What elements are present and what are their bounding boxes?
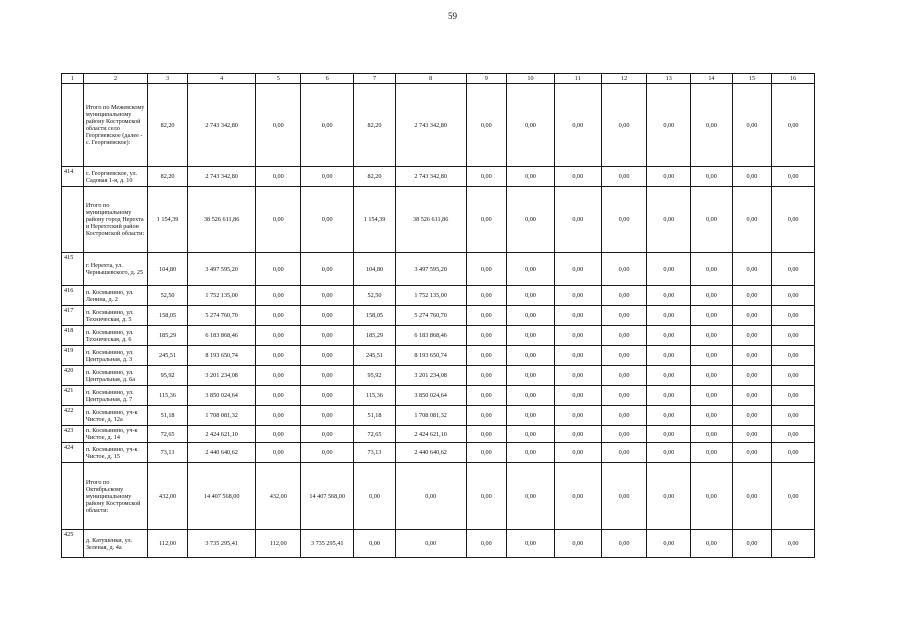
value-cell: 0,00 [354, 463, 396, 530]
address-cell: п. Космынино, ул. Центральная, д. 7 [83, 386, 147, 406]
table-row [62, 443, 815, 463]
table-row [62, 167, 815, 187]
address-cell: п. Космынино, уч-к Чистое, д. 15 [83, 443, 147, 463]
value-cell: 0,00 [691, 426, 733, 443]
housing-program-table [61, 73, 815, 558]
value-cell: 52,50 [354, 286, 396, 306]
value-cell: 0,00 [732, 346, 772, 366]
value-cell: 0,00 [507, 386, 555, 406]
row-number-cell: 423 [62, 426, 84, 443]
value-cell: 0,00 [301, 187, 354, 253]
value-cell: 0,00 [691, 306, 733, 326]
header-cell: 4 [187, 74, 256, 84]
page-number: 59 [448, 11, 457, 21]
value-cell: 5 274 760,70 [395, 306, 466, 326]
value-cell: 0,00 [772, 406, 815, 426]
value-cell: 185,29 [148, 326, 188, 346]
value-cell: 0,00 [732, 306, 772, 326]
value-cell: 0,00 [256, 443, 301, 463]
value-cell: 51,18 [354, 406, 396, 426]
value-cell: 0,00 [732, 187, 772, 253]
value-cell: 2 440 640,62 [395, 443, 466, 463]
value-cell: 0,00 [647, 167, 691, 187]
value-cell: 2 424 621,10 [395, 426, 466, 443]
value-cell: 0,00 [647, 253, 691, 286]
value-cell: 0,00 [601, 167, 647, 187]
header-cell: 13 [647, 74, 691, 84]
row-number-cell: 416 [62, 286, 84, 306]
row-number-cell: 415 [62, 253, 84, 286]
value-cell: 6 183 868,46 [395, 326, 466, 346]
value-cell: 0,00 [691, 530, 733, 558]
column-number-header-row [62, 74, 815, 84]
value-cell: 1 752 135,00 [395, 286, 466, 306]
value-cell: 0,00 [301, 253, 354, 286]
value-cell: 0,00 [601, 530, 647, 558]
table-row [62, 326, 815, 346]
value-cell: 0,00 [554, 286, 601, 306]
value-cell: 0,00 [691, 443, 733, 463]
value-cell: 0,00 [772, 253, 815, 286]
value-cell: 0,00 [601, 84, 647, 167]
table-row [62, 286, 815, 306]
value-cell: 0,00 [554, 406, 601, 426]
value-cell: 0,00 [256, 84, 301, 167]
value-cell: 8 193 650,74 [187, 346, 256, 366]
value-cell: 0,00 [691, 167, 733, 187]
value-cell: 0,00 [554, 167, 601, 187]
value-cell: 0,00 [647, 443, 691, 463]
value-cell: 0,00 [301, 366, 354, 386]
header-cell: 2 [83, 74, 147, 84]
value-cell: 432,00 [256, 463, 301, 530]
value-cell: 0,00 [691, 406, 733, 426]
value-cell: 0,00 [395, 463, 466, 530]
value-cell: 0,00 [732, 406, 772, 426]
value-cell: 0,00 [772, 326, 815, 346]
header-cell: 12 [601, 74, 647, 84]
header-cell: 10 [507, 74, 555, 84]
value-cell: 0,00 [466, 187, 507, 253]
value-cell: 0,00 [772, 443, 815, 463]
value-cell: 0,00 [554, 426, 601, 443]
table-row [62, 366, 815, 386]
value-cell: 0,00 [354, 530, 396, 558]
value-cell: 0,00 [772, 386, 815, 406]
table-body [62, 84, 815, 558]
value-cell: 0,00 [732, 366, 772, 386]
value-cell: 52,50 [148, 286, 188, 306]
value-cell: 0,00 [507, 84, 555, 167]
value-cell: 0,00 [466, 426, 507, 443]
value-cell: 3 497 595,20 [187, 253, 256, 286]
value-cell: 0,00 [256, 187, 301, 253]
value-cell: 8 193 650,74 [395, 346, 466, 366]
value-cell: 0,00 [256, 286, 301, 306]
value-cell: 0,00 [601, 406, 647, 426]
value-cell: 0,00 [601, 326, 647, 346]
value-cell: 0,00 [256, 346, 301, 366]
value-cell: 0,00 [466, 253, 507, 286]
table-row [62, 530, 815, 558]
value-cell: 3 850 024,64 [187, 386, 256, 406]
value-cell: 0,00 [647, 346, 691, 366]
value-cell: 0,00 [772, 426, 815, 443]
value-cell: 0,00 [732, 426, 772, 443]
header-cell: 16 [772, 74, 815, 84]
value-cell: 0,00 [647, 530, 691, 558]
value-cell: 0,00 [601, 366, 647, 386]
header-cell: 6 [301, 74, 354, 84]
value-cell: 104,80 [354, 253, 396, 286]
address-cell: п. Космынино, уч-к Чистое, д. 14 [83, 426, 147, 443]
value-cell: 0,00 [601, 426, 647, 443]
value-cell: 72,65 [354, 426, 396, 443]
value-cell: 0,00 [395, 530, 466, 558]
value-cell: 0,00 [507, 306, 555, 326]
value-cell: 0,00 [554, 386, 601, 406]
value-cell: 0,00 [507, 326, 555, 346]
value-cell: 0,00 [732, 463, 772, 530]
value-cell: 0,00 [732, 443, 772, 463]
value-cell: 115,36 [148, 386, 188, 406]
header-cell: 1 [62, 74, 84, 84]
value-cell: 1 708 081,32 [187, 406, 256, 426]
value-cell: 0,00 [647, 187, 691, 253]
address-cell: г. Нерехта, ул. Чернышевского, д. 25 [83, 253, 147, 286]
value-cell: 0,00 [601, 253, 647, 286]
value-cell: 245,51 [354, 346, 396, 366]
value-cell: 0,00 [507, 253, 555, 286]
value-cell: 0,00 [554, 306, 601, 326]
value-cell: 14 407 568,00 [187, 463, 256, 530]
value-cell: 0,00 [507, 426, 555, 443]
row-number-cell [62, 84, 84, 167]
value-cell: 0,00 [601, 187, 647, 253]
subtotal-row [62, 187, 815, 253]
value-cell: 0,00 [466, 286, 507, 306]
value-cell: 0,00 [601, 443, 647, 463]
value-cell: 0,00 [256, 326, 301, 346]
address-cell: Итого по муниципальному району город Нерехта и Нерехтский район Костромской области: [83, 187, 147, 253]
value-cell: 1 154,39 [354, 187, 396, 253]
value-cell: 0,00 [647, 84, 691, 167]
value-cell: 14 407 568,00 [301, 463, 354, 530]
value-cell: 0,00 [554, 84, 601, 167]
header-cell: 8 [395, 74, 466, 84]
value-cell: 245,51 [148, 346, 188, 366]
value-cell: 0,00 [772, 346, 815, 366]
address-cell: п. Космынино, ул. Центральная, д. 3 [83, 346, 147, 366]
value-cell: 3 735 295,41 [187, 530, 256, 558]
value-cell: 0,00 [301, 306, 354, 326]
value-cell: 5 274 760,70 [187, 306, 256, 326]
value-cell: 0,00 [301, 426, 354, 443]
value-cell: 0,00 [732, 386, 772, 406]
header-cell: 3 [148, 74, 188, 84]
value-cell: 0,00 [301, 167, 354, 187]
value-cell: 0,00 [732, 286, 772, 306]
value-cell: 0,00 [256, 253, 301, 286]
value-cell: 2 743 342,80 [395, 84, 466, 167]
value-cell: 0,00 [554, 530, 601, 558]
value-cell: 0,00 [691, 326, 733, 346]
value-cell: 0,00 [256, 167, 301, 187]
value-cell: 0,00 [772, 306, 815, 326]
value-cell: 0,00 [554, 253, 601, 286]
value-cell: 72,65 [148, 426, 188, 443]
header-cell: 15 [732, 74, 772, 84]
value-cell: 0,00 [691, 386, 733, 406]
value-cell: 82,20 [148, 84, 188, 167]
value-cell: 51,18 [148, 406, 188, 426]
value-cell: 0,00 [256, 366, 301, 386]
value-cell: 0,00 [732, 167, 772, 187]
value-cell: 0,00 [466, 463, 507, 530]
value-cell: 2 440 640,62 [187, 443, 256, 463]
value-cell: 0,00 [507, 346, 555, 366]
value-cell: 0,00 [691, 463, 733, 530]
value-cell: 0,00 [647, 426, 691, 443]
value-cell: 0,00 [691, 253, 733, 286]
value-cell: 0,00 [554, 443, 601, 463]
address-cell: п. Космынино, уч-к Чистое, д. 12а [83, 406, 147, 426]
value-cell: 2 743 342,80 [395, 167, 466, 187]
header-cell: 5 [256, 74, 301, 84]
value-cell: 0,00 [507, 167, 555, 187]
row-number-cell [62, 187, 84, 253]
value-cell: 0,00 [691, 286, 733, 306]
value-cell: 82,20 [354, 84, 396, 167]
value-cell: 0,00 [301, 286, 354, 306]
value-cell: 104,80 [148, 253, 188, 286]
value-cell: 158,05 [354, 306, 396, 326]
value-cell: 0,00 [466, 167, 507, 187]
value-cell: 0,00 [554, 463, 601, 530]
value-cell: 0,00 [647, 286, 691, 306]
value-cell: 0,00 [554, 187, 601, 253]
value-cell: 0,00 [466, 406, 507, 426]
value-cell: 112,00 [148, 530, 188, 558]
table-row [62, 253, 815, 286]
value-cell: 0,00 [466, 306, 507, 326]
value-cell: 0,00 [301, 443, 354, 463]
value-cell: 6 183 868,46 [187, 326, 256, 346]
value-cell: 38 526 611,86 [395, 187, 466, 253]
value-cell: 0,00 [647, 463, 691, 530]
value-cell: 185,29 [354, 326, 396, 346]
value-cell: 0,00 [554, 346, 601, 366]
row-number-cell: 422 [62, 406, 84, 426]
value-cell: 3 201 234,08 [395, 366, 466, 386]
value-cell: 0,00 [732, 326, 772, 346]
value-cell: 0,00 [554, 326, 601, 346]
value-cell: 0,00 [256, 426, 301, 443]
value-cell: 0,00 [732, 253, 772, 286]
value-cell: 0,00 [256, 306, 301, 326]
value-cell: 0,00 [301, 346, 354, 366]
value-cell: 0,00 [256, 386, 301, 406]
value-cell: 0,00 [772, 530, 815, 558]
row-number-cell: 420 [62, 366, 84, 386]
row-number-cell: 414 [62, 167, 84, 187]
value-cell: 158,05 [148, 306, 188, 326]
value-cell: 73,13 [354, 443, 396, 463]
value-cell: 0,00 [732, 84, 772, 167]
value-cell: 73,13 [148, 443, 188, 463]
row-number-cell: 425 [62, 530, 84, 558]
value-cell: 0,00 [691, 366, 733, 386]
row-number-cell [62, 463, 84, 530]
value-cell: 0,00 [466, 386, 507, 406]
value-cell: 0,00 [772, 366, 815, 386]
value-cell: 0,00 [466, 443, 507, 463]
address-cell: Итого по Межевскому муниципальному району Костромской области село Георгиевское (далее - с. Георгиевское): [83, 84, 147, 167]
value-cell: 0,00 [507, 187, 555, 253]
value-cell: 0,00 [301, 326, 354, 346]
value-cell: 0,00 [647, 326, 691, 346]
address-cell: п. Космынино, ул. Техническая, д. 5 [83, 306, 147, 326]
value-cell: 2 743 342,80 [187, 84, 256, 167]
value-cell: 0,00 [256, 406, 301, 426]
value-cell: 112,00 [256, 530, 301, 558]
value-cell: 432,00 [148, 463, 188, 530]
value-cell: 3 735 295,41 [301, 530, 354, 558]
table-row [62, 386, 815, 406]
value-cell: 38 526 611,86 [187, 187, 256, 253]
address-cell: с. Георгиевское, ул. Садовая 1-я, д. 10 [83, 167, 147, 187]
table-row [62, 346, 815, 366]
value-cell: 3 201 234,08 [187, 366, 256, 386]
value-cell: 0,00 [554, 366, 601, 386]
address-cell: п. Космынино, ул. Техническая, д. 6 [83, 326, 147, 346]
value-cell: 1 154,39 [148, 187, 188, 253]
row-number-cell: 419 [62, 346, 84, 366]
value-cell: 0,00 [772, 187, 815, 253]
value-cell: 0,00 [507, 366, 555, 386]
value-cell: 0,00 [772, 463, 815, 530]
subtotal-row [62, 84, 815, 167]
subtotal-row [62, 463, 815, 530]
header-cell: 9 [466, 74, 507, 84]
value-cell: 0,00 [647, 406, 691, 426]
value-cell: 0,00 [601, 346, 647, 366]
row-number-cell: 424 [62, 443, 84, 463]
value-cell: 0,00 [301, 386, 354, 406]
value-cell: 0,00 [601, 463, 647, 530]
value-cell: 3 850 024,64 [395, 386, 466, 406]
value-cell: 0,00 [601, 306, 647, 326]
value-cell: 82,20 [148, 167, 188, 187]
value-cell: 0,00 [466, 346, 507, 366]
value-cell: 0,00 [647, 366, 691, 386]
header-cell: 14 [691, 74, 733, 84]
value-cell: 2 424 621,10 [187, 426, 256, 443]
value-cell: 0,00 [507, 286, 555, 306]
address-cell: п. Космынино, ул. Центральная, д. 6а [83, 366, 147, 386]
table-row [62, 406, 815, 426]
value-cell: 0,00 [466, 84, 507, 167]
value-cell: 0,00 [301, 406, 354, 426]
table-row [62, 306, 815, 326]
value-cell: 0,00 [732, 530, 772, 558]
row-number-cell: 417 [62, 306, 84, 326]
value-cell: 0,00 [772, 167, 815, 187]
value-cell: 95,92 [148, 366, 188, 386]
header-cell: 7 [354, 74, 396, 84]
row-number-cell: 421 [62, 386, 84, 406]
value-cell: 82,20 [354, 167, 396, 187]
value-cell: 2 743 342,80 [187, 167, 256, 187]
value-cell: 0,00 [691, 346, 733, 366]
value-cell: 1 752 135,00 [187, 286, 256, 306]
value-cell: 0,00 [466, 530, 507, 558]
address-cell: д. Катушенки, ул. Зеленая, д. 4а [83, 530, 147, 558]
value-cell: 0,00 [466, 326, 507, 346]
header-cell: 11 [554, 74, 601, 84]
value-cell: 1 708 081,32 [395, 406, 466, 426]
table-row [62, 426, 815, 443]
value-cell: 0,00 [507, 443, 555, 463]
value-cell: 0,00 [772, 84, 815, 167]
value-cell: 0,00 [772, 286, 815, 306]
value-cell: 0,00 [691, 84, 733, 167]
address-cell: п. Космынино, ул. Ленина, д. 2 [83, 286, 147, 306]
value-cell: 0,00 [507, 463, 555, 530]
value-cell: 0,00 [507, 406, 555, 426]
value-cell: 0,00 [647, 306, 691, 326]
value-cell: 3 497 595,20 [395, 253, 466, 286]
value-cell: 0,00 [466, 366, 507, 386]
value-cell: 95,92 [354, 366, 396, 386]
row-number-cell: 418 [62, 326, 84, 346]
value-cell: 0,00 [601, 386, 647, 406]
value-cell: 0,00 [507, 530, 555, 558]
value-cell: 0,00 [691, 187, 733, 253]
value-cell: 0,00 [601, 286, 647, 306]
value-cell: 115,36 [354, 386, 396, 406]
address-cell: Итого по Октябрьскому муниципальному району Костромской области: [83, 463, 147, 530]
value-cell: 0,00 [647, 386, 691, 406]
value-cell: 0,00 [301, 84, 354, 167]
